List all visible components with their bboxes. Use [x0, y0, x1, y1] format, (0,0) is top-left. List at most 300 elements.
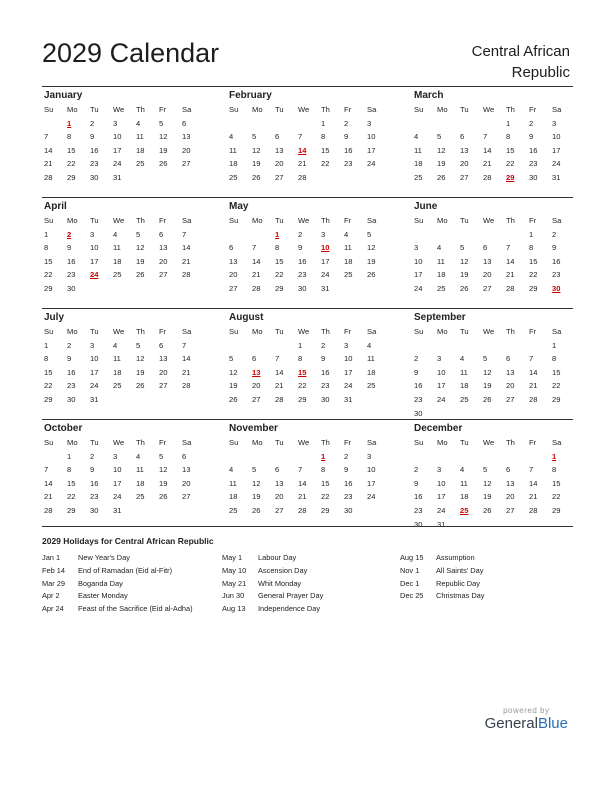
- day-cell: 10: [113, 465, 122, 475]
- day-cell: 1: [44, 229, 49, 239]
- holiday-date: Aug 13: [222, 604, 246, 614]
- day-cell: 18: [437, 270, 446, 280]
- weekday-header: Su: [44, 438, 54, 447]
- day-cell: 4: [136, 451, 141, 461]
- day-cell: 25: [367, 381, 376, 391]
- day-cell: 11: [229, 478, 237, 488]
- day-cell: 27: [182, 492, 191, 502]
- weekday-header: Su: [44, 216, 54, 225]
- day-cell: 20: [275, 159, 284, 169]
- day-cell: 9: [414, 367, 419, 377]
- day-cell: 1: [298, 340, 303, 350]
- day-cell: 24: [90, 381, 99, 391]
- day-cell: 16: [344, 478, 353, 488]
- day-cell: 14: [298, 478, 307, 488]
- day-cell: 12: [252, 478, 261, 488]
- day-cell: 3: [437, 465, 442, 475]
- day-cell: 9: [529, 132, 534, 142]
- empty-cell: [227, 117, 250, 131]
- holiday-date: May 1: [222, 553, 243, 562]
- weekday-header: Fr: [529, 105, 537, 114]
- calendar-grid: [42, 86, 573, 530]
- day-cell: 22: [321, 492, 330, 502]
- day-cell: 11: [136, 132, 144, 142]
- holiday-name: Boganda Day: [78, 578, 123, 588]
- day-cell: 30: [67, 394, 76, 404]
- holiday-date: May 21: [222, 578, 247, 588]
- day-cell: 25: [460, 394, 469, 404]
- day-cell: 25: [344, 270, 353, 280]
- day-cell: 27: [506, 394, 515, 404]
- day-cell: 28: [275, 394, 284, 404]
- day-cell: 7: [44, 465, 49, 475]
- day-cell: 24: [437, 505, 446, 515]
- day-cell: 18: [367, 367, 376, 377]
- day-cell: 21: [529, 492, 538, 502]
- day-cell: 8: [321, 465, 326, 475]
- day-cell: 11: [344, 243, 352, 253]
- empty-cell: [42, 117, 65, 131]
- month-july: [42, 309, 203, 419]
- day-cell: 26: [159, 492, 168, 502]
- day-cell: 29: [67, 505, 76, 515]
- day-cell: 2: [552, 229, 557, 239]
- day-cell: 25: [113, 270, 122, 280]
- weekday-header: Mo: [67, 327, 78, 336]
- day-cell: 24: [367, 159, 376, 169]
- day-cell: 2: [298, 229, 303, 239]
- day-cell: 1: [44, 340, 49, 350]
- month-days: [412, 436, 573, 531]
- day-cell: 5: [437, 132, 442, 142]
- day-cell: 2: [321, 340, 326, 350]
- month-december: [412, 420, 573, 530]
- day-cell: 29: [298, 394, 307, 404]
- day-cell: 29: [44, 283, 53, 293]
- weekday-header: Su: [414, 216, 424, 225]
- weekday-header: Mo: [437, 105, 448, 114]
- weekday-header: Sa: [367, 327, 377, 336]
- empty-cell: [412, 450, 435, 464]
- day-cell: 22: [552, 381, 561, 391]
- day-cell: 27: [159, 381, 168, 391]
- day-cell: 11: [460, 478, 468, 488]
- day-cell: 21: [298, 159, 307, 169]
- empty-cell: [458, 228, 481, 242]
- day-cell: 18: [136, 478, 145, 488]
- weekday-header: Mo: [252, 105, 263, 114]
- day-cell: 15: [67, 145, 76, 155]
- holiday-name: Republic Day: [436, 578, 480, 588]
- weekday-header: Sa: [552, 216, 562, 225]
- day-cell: 31: [437, 519, 446, 529]
- day-cell: 12: [483, 478, 492, 488]
- weekday-header: Su: [414, 438, 424, 447]
- holiday-date: Feb 14: [42, 565, 66, 575]
- day-cell: 26: [252, 172, 261, 182]
- day-cell: 8: [552, 354, 557, 364]
- holiday-item: [222, 552, 323, 565]
- month-february: [227, 87, 388, 197]
- day-cell: 24: [344, 381, 353, 391]
- weekday-header: Tu: [460, 216, 469, 225]
- empty-cell: [504, 450, 527, 464]
- day-cell: 18: [344, 256, 353, 266]
- empty-cell: [296, 117, 319, 131]
- weekday-header: Fr: [344, 327, 352, 336]
- day-cell: 26: [229, 394, 238, 404]
- day-cell: 25: [136, 159, 145, 169]
- day-cell: 11: [367, 354, 375, 364]
- day-cell: 17: [113, 478, 122, 488]
- month-name: August: [229, 312, 264, 323]
- weekday-header: We: [113, 216, 125, 225]
- day-cell: 23: [67, 381, 76, 391]
- day-cell: 5: [136, 340, 141, 350]
- day-cell: 27: [506, 505, 515, 515]
- day-cell: 7: [44, 132, 49, 142]
- day-cell: 30: [90, 172, 99, 182]
- day-cell: 20: [229, 270, 238, 280]
- empty-cell: [227, 450, 250, 464]
- day-cell: 7: [529, 465, 534, 475]
- day-cell: 22: [67, 159, 76, 169]
- day-cell: 31: [552, 172, 561, 182]
- holiday-item: [42, 565, 193, 578]
- day-cell: 13: [229, 256, 238, 266]
- day-cell: 28: [182, 381, 191, 391]
- weekday-header: Tu: [90, 216, 99, 225]
- empty-cell: [458, 117, 481, 131]
- day-cell: 27: [275, 505, 284, 515]
- day-cell: 27: [229, 283, 238, 293]
- day-cell: 13: [159, 243, 168, 253]
- day-cell: 10: [344, 354, 353, 364]
- holiday-date: Nov 1: [400, 565, 420, 575]
- month-name: February: [229, 90, 272, 101]
- day-cell: 19: [136, 256, 145, 266]
- weekday-header: Sa: [552, 438, 562, 447]
- day-cell: 13: [506, 367, 515, 377]
- day-cell: 30: [321, 394, 330, 404]
- day-cell: 12: [159, 132, 168, 142]
- day-cell: 23: [298, 270, 307, 280]
- empty-cell: [481, 228, 504, 242]
- weekday-header: Tu: [275, 327, 284, 336]
- day-cell: 28: [44, 172, 53, 182]
- month-days: [42, 214, 203, 296]
- day-cell: 6: [229, 243, 234, 253]
- day-cell: 7: [298, 132, 303, 142]
- empty-cell: [435, 117, 458, 131]
- brand-general: General: [484, 715, 538, 732]
- day-cell: 1: [529, 229, 534, 239]
- day-cell: 29: [552, 505, 561, 515]
- day-cell: 15: [67, 478, 76, 488]
- month-april: [42, 198, 203, 308]
- holiday-item: [222, 590, 323, 603]
- day-cell: 19: [483, 492, 492, 502]
- weekday-header: We: [483, 327, 495, 336]
- day-cell: 7: [275, 354, 280, 364]
- day-cell: 4: [460, 354, 465, 364]
- day-cell: 4: [367, 340, 372, 350]
- day-cell: 24: [437, 394, 446, 404]
- day-cell: 13: [483, 256, 492, 266]
- month-row: [42, 308, 573, 419]
- month-november: [227, 420, 388, 530]
- divider: [42, 526, 573, 527]
- day-cell: 23: [67, 270, 76, 280]
- weekday-header: Th: [136, 105, 145, 114]
- day-cell: 2: [529, 118, 534, 128]
- empty-cell: [458, 339, 481, 353]
- weekday-header: Tu: [90, 438, 99, 447]
- day-cell: 19: [252, 492, 261, 502]
- day-cell: 12: [229, 367, 238, 377]
- weekday-header: Sa: [552, 327, 562, 336]
- day-cell: 8: [44, 243, 49, 253]
- day-cell: 9: [90, 465, 95, 475]
- day-cell: 19: [367, 256, 376, 266]
- month-days: [42, 325, 203, 407]
- holiday-date: Jun 30: [222, 591, 245, 601]
- weekday-header: Mo: [67, 438, 78, 447]
- day-cell: 6: [275, 132, 280, 142]
- day-cell: 30: [298, 283, 307, 293]
- day-cell: 29: [67, 172, 76, 182]
- day-cell: 27: [460, 172, 469, 182]
- day-cell: 30: [414, 408, 423, 418]
- day-cell: 1: [506, 118, 511, 128]
- day-cell: 28: [182, 270, 191, 280]
- month-september: [412, 309, 573, 419]
- day-cell: 11: [136, 465, 144, 475]
- holiday-item: [222, 565, 323, 578]
- brand-logo[interactable]: [485, 715, 568, 732]
- day-cell: 6: [506, 354, 511, 364]
- weekday-header: Mo: [252, 327, 263, 336]
- empty-cell: [481, 339, 504, 353]
- day-cell: 26: [252, 505, 261, 515]
- day-cell: 2: [344, 118, 349, 128]
- holiday-name: Whit Monday: [258, 578, 302, 588]
- day-cell: 5: [136, 229, 141, 239]
- day-cell: 20: [182, 478, 191, 488]
- empty-cell: [412, 228, 435, 242]
- holiday-day: 15: [298, 367, 307, 377]
- day-cell: 9: [67, 243, 72, 253]
- day-cell: 3: [414, 243, 419, 253]
- month-name: October: [44, 423, 83, 434]
- day-cell: 17: [321, 256, 330, 266]
- day-cell: 28: [298, 172, 307, 182]
- day-cell: 29: [529, 283, 538, 293]
- day-cell: 25: [437, 283, 446, 293]
- day-cell: 19: [483, 381, 492, 391]
- day-cell: 2: [414, 465, 419, 475]
- day-cell: 26: [437, 172, 446, 182]
- weekday-header: Tu: [275, 105, 284, 114]
- day-cell: 28: [44, 505, 53, 515]
- day-cell: 7: [529, 354, 534, 364]
- month-row: [42, 197, 573, 308]
- day-cell: 26: [136, 381, 145, 391]
- day-cell: 16: [298, 256, 307, 266]
- weekday-header: Th: [321, 438, 330, 447]
- weekday-header: Tu: [460, 438, 469, 447]
- day-cell: 31: [113, 505, 122, 515]
- weekday-header: Tu: [460, 105, 469, 114]
- day-cell: 30: [90, 505, 99, 515]
- weekday-header: We: [298, 105, 310, 114]
- day-cell: 24: [113, 492, 122, 502]
- day-cell: 17: [437, 492, 446, 502]
- weekday-header: Mo: [437, 216, 448, 225]
- holidays-title: 2029 Holidays for Central African Republic: [42, 536, 214, 546]
- day-cell: 1: [321, 118, 326, 128]
- brand-blue: Blue: [537, 715, 568, 732]
- empty-cell: [250, 450, 273, 464]
- day-cell: 20: [506, 381, 515, 391]
- day-cell: 8: [67, 132, 72, 142]
- day-cell: 15: [44, 367, 53, 377]
- day-cell: 7: [298, 465, 303, 475]
- holiday-name: All Saints' Day: [436, 565, 484, 575]
- weekday-header: Su: [44, 105, 54, 114]
- empty-cell: [250, 117, 273, 131]
- day-cell: 15: [552, 478, 561, 488]
- day-cell: 16: [67, 367, 76, 377]
- weekday-header: Th: [506, 216, 515, 225]
- holiday-date: Dec 25: [400, 591, 424, 601]
- holiday-name: Independence Day: [258, 604, 321, 614]
- day-cell: 25: [229, 505, 238, 515]
- weekday-header: Mo: [437, 438, 448, 447]
- day-cell: 23: [344, 492, 353, 502]
- day-cell: 14: [44, 478, 53, 488]
- day-cell: 15: [506, 145, 515, 155]
- month-october: [42, 420, 203, 530]
- weekday-header: Tu: [275, 216, 284, 225]
- empty-cell: [273, 339, 296, 353]
- day-cell: 6: [159, 340, 164, 350]
- holiday-day: 1: [552, 451, 557, 461]
- month-days: [412, 214, 573, 296]
- day-cell: 21: [275, 381, 284, 391]
- holiday-date: Dec 1: [400, 578, 420, 588]
- day-cell: 10: [414, 256, 423, 266]
- month-june: [412, 198, 573, 308]
- holiday-day: 2: [67, 229, 72, 239]
- day-cell: 3: [437, 354, 442, 364]
- day-cell: 28: [483, 172, 492, 182]
- day-cell: 26: [367, 270, 376, 280]
- empty-cell: [227, 228, 250, 242]
- day-cell: 5: [159, 451, 164, 461]
- day-cell: 12: [136, 354, 145, 364]
- empty-cell: [412, 339, 435, 353]
- empty-cell: [273, 450, 296, 464]
- month-march: [412, 87, 573, 197]
- day-cell: 5: [483, 465, 488, 475]
- day-cell: 12: [159, 465, 168, 475]
- day-cell: 17: [414, 270, 423, 280]
- day-cell: 17: [437, 381, 446, 391]
- day-cell: 16: [90, 478, 99, 488]
- day-cell: 19: [159, 478, 168, 488]
- day-cell: 8: [552, 465, 557, 475]
- month-name: April: [44, 201, 67, 212]
- day-cell: 22: [44, 381, 53, 391]
- day-cell: 4: [229, 465, 234, 475]
- holiday-name: Christmas Day: [436, 591, 485, 601]
- holiday-day: 10: [321, 243, 330, 253]
- day-cell: 18: [414, 159, 423, 169]
- weekday-header: Mo: [67, 216, 78, 225]
- day-cell: 22: [321, 159, 330, 169]
- country-name: [370, 41, 570, 83]
- weekday-header: Sa: [367, 438, 377, 447]
- day-cell: 13: [159, 354, 168, 364]
- weekday-header: We: [113, 105, 125, 114]
- day-cell: 26: [136, 270, 145, 280]
- day-cell: 16: [529, 145, 538, 155]
- day-cell: 26: [159, 159, 168, 169]
- month-january: [42, 87, 203, 197]
- weekday-header: We: [113, 327, 125, 336]
- holiday-column: [222, 552, 323, 616]
- weekday-header: Sa: [552, 105, 562, 114]
- holiday-item: [42, 603, 193, 616]
- holiday-name: Easter Monday: [78, 591, 128, 601]
- day-cell: 17: [344, 367, 353, 377]
- weekday-header: Sa: [182, 327, 192, 336]
- day-cell: 24: [552, 159, 561, 169]
- holiday-date: Jan 1: [42, 553, 61, 562]
- day-cell: 23: [552, 270, 561, 280]
- day-cell: 14: [529, 478, 538, 488]
- day-cell: 15: [321, 145, 330, 155]
- day-cell: 5: [367, 229, 372, 239]
- day-cell: 19: [437, 159, 446, 169]
- day-cell: 30: [67, 283, 76, 293]
- day-cell: 15: [321, 478, 330, 488]
- weekday-header: Th: [136, 327, 145, 336]
- day-cell: 31: [321, 283, 330, 293]
- holiday-item: [400, 565, 484, 578]
- country-line-2: Republic: [511, 64, 570, 81]
- weekday-header: Su: [229, 216, 239, 225]
- month-name: December: [414, 423, 463, 434]
- weekday-header: Sa: [182, 438, 192, 447]
- day-cell: 20: [460, 159, 469, 169]
- day-cell: 8: [321, 132, 326, 142]
- day-cell: 9: [552, 243, 557, 253]
- day-cell: 17: [367, 478, 376, 488]
- day-cell: 13: [275, 478, 284, 488]
- day-cell: 4: [414, 132, 419, 142]
- day-cell: 10: [552, 132, 561, 142]
- weekday-header: Tu: [90, 327, 99, 336]
- day-cell: 28: [252, 283, 261, 293]
- weekday-header: We: [298, 438, 310, 447]
- holiday-item: [42, 552, 193, 565]
- day-cell: 20: [275, 492, 284, 502]
- weekday-header: Su: [229, 105, 239, 114]
- holiday-item: [222, 578, 323, 591]
- day-cell: 28: [529, 505, 538, 515]
